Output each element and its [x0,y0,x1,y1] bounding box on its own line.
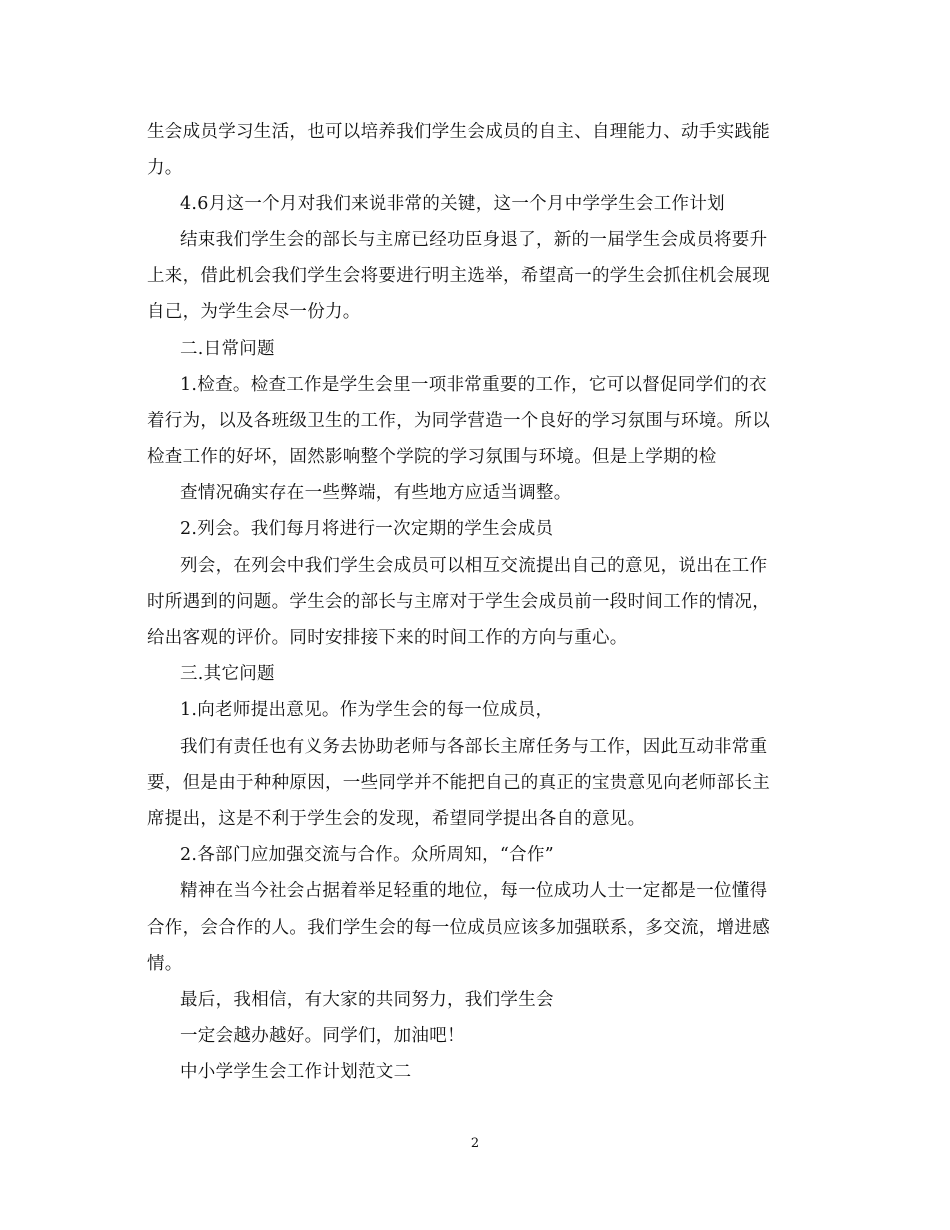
text-line: 自己，为学生会尽一份力。 [147,302,361,322]
section-heading: 三.其它问题 [180,664,275,684]
text-line: 我们有责任也有义务去协助老师与各部长主席任务与工作，因此互动非常重 [180,737,768,757]
text-line: 最后，我相信，有大家的共同努力，我们学生会 [180,990,554,1010]
text-line: 中小学学生会工作计划范文二 [180,1062,412,1082]
text-line: 给出客观的评价。同时安排接下来的时间工作的方向与重心。 [147,628,628,648]
text-line: 列会，在列会中我们学生会成员可以相互交流提出自己的意见，说出在工作 [180,556,768,576]
text-line: 着行为，以及各班级卫生的工作，为同学营造一个良好的学习氛围与环境。所以 [147,411,770,431]
text-line: 2.各部门应加强交流与合作。众所周知，“合作” [180,845,554,865]
text-line: 生会成员学习生活，也可以培养我们学生会成员的自主、自理能力、动手实践能 [147,122,770,142]
text-line: 一定会越办越好。同学们，加油吧！ [180,1026,465,1046]
text-line: 情。 [147,954,183,974]
text-line: 上来，借此机会我们学生会将要进行明主选举，希望高一的学生会抓住机会展现 [147,266,770,286]
text-line: 1.检查。检查工作是学生会里一项非常重要的工作，它可以督促同学们的衣 [180,375,767,395]
page-number: 2 [470,1136,480,1151]
text-line: 时所遇到的问题。学生会的部长与主席对于学生会成员前一段时间工作的情况， [147,592,770,612]
text-line: 结束我们学生会的部长与主席已经功臣身退了，新的一届学生会成员将要升 [180,230,768,250]
text-line: 4.6月这一个月对我们来说非常的关键，这一个月中学学生会工作计划 [180,194,725,214]
text-line: 力。 [147,158,183,178]
text-line: 查情况确实存在一些弊端，有些地方应适当调整。 [180,483,572,503]
text-line: 2.列会。我们每月将进行一次定期的学生会成员 [180,519,554,539]
text-line: 1.向老师提出意见。作为学生会的每一位成员， [180,700,554,720]
text-line: 精神在当今社会占据着举足轻重的地位，每一位成功人士一定都是一位懂得 [180,881,768,901]
text-line: 要，但是由于种种原因，一些同学并不能把自己的真正的宝贵意见向老师部长主 [147,773,770,793]
text-line: 席提出，这是不利于学生会的发现，希望同学提出各自的意见。 [147,809,646,829]
text-line: 合作，会合作的人。我们学生会的每一位成员应该多加强联系，多交流，增进感 [147,918,770,938]
text-line: 检查工作的好坏，固然影响整个学院的学习氛围与环境。但是上学期的检 [147,447,717,467]
section-heading: 二.日常问题 [180,339,275,359]
